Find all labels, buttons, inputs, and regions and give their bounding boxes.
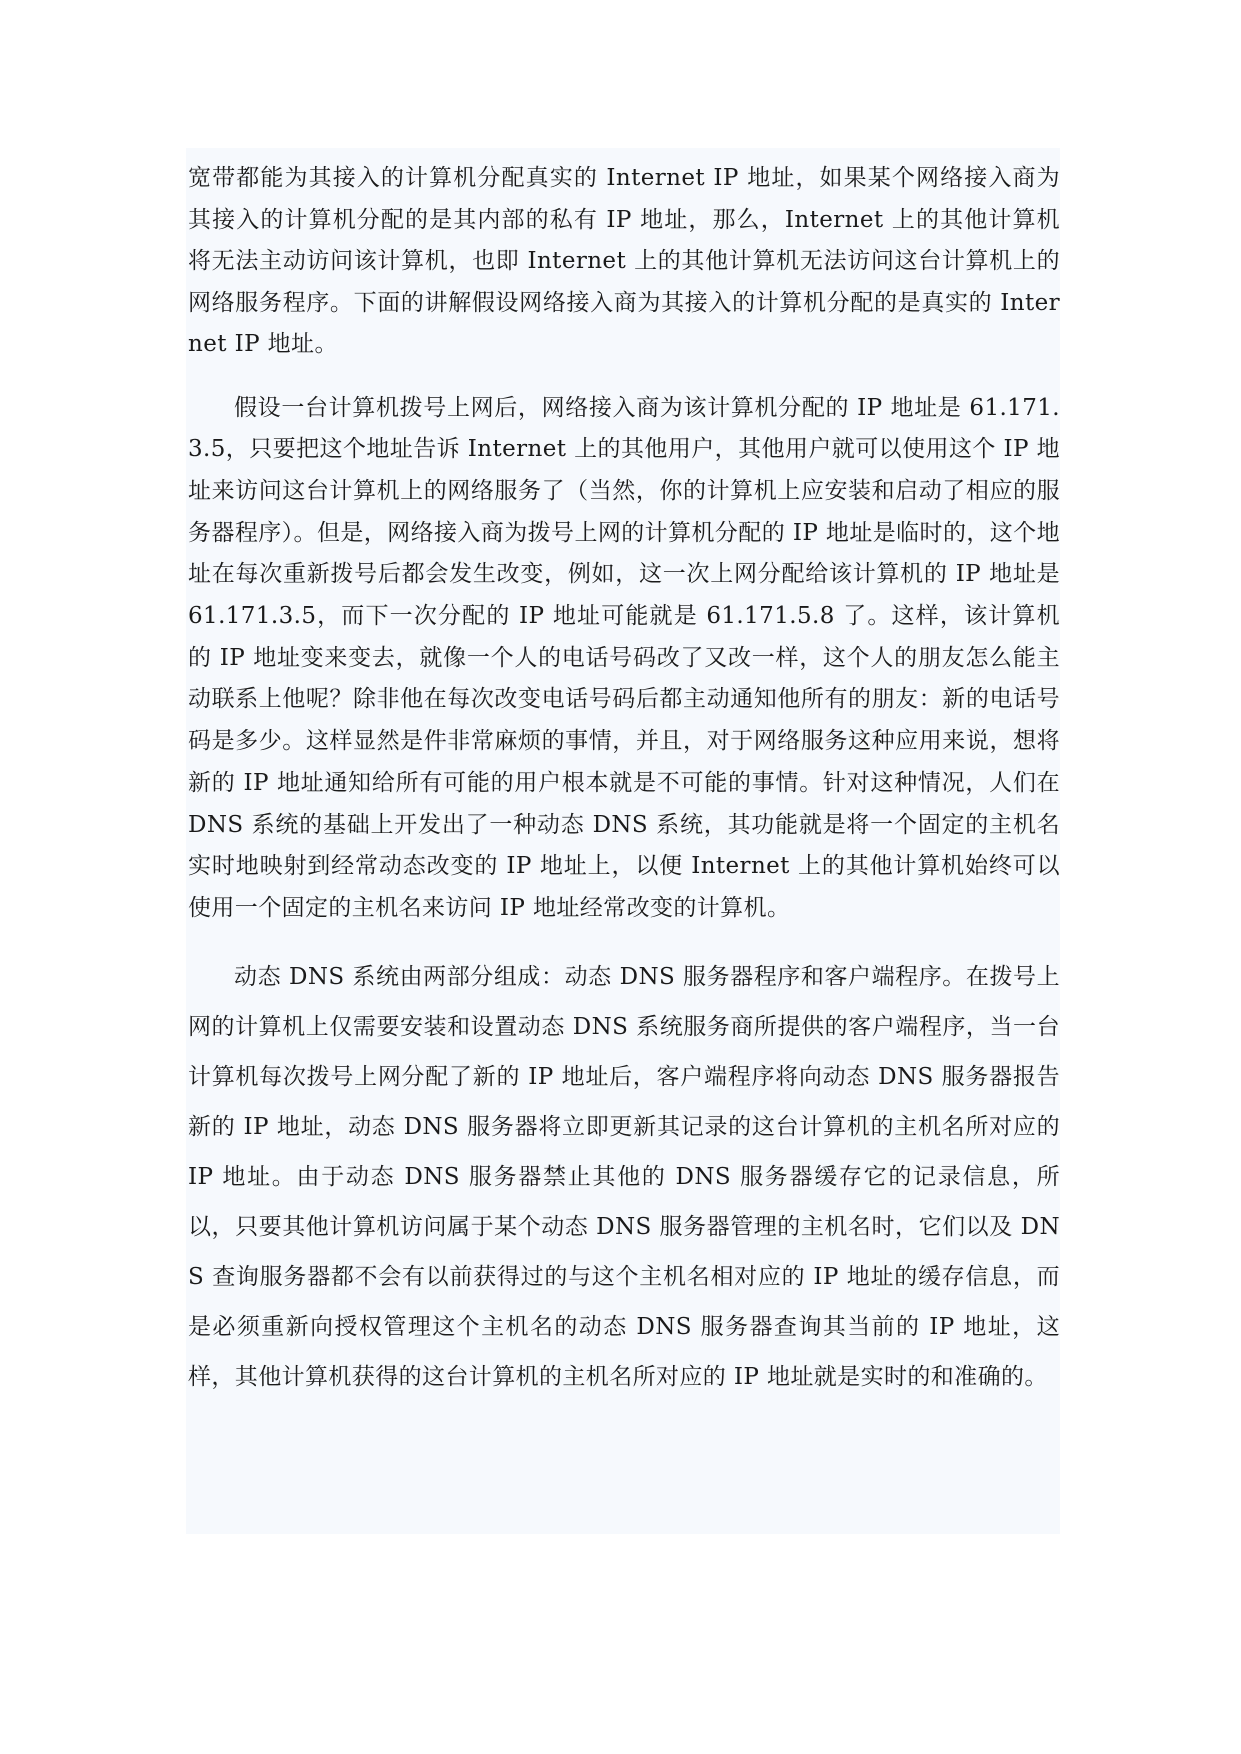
paragraph-3: 动态 DNS 系统由两部分组成：动态 DNS 服务器程序和客户端程序。在拨号上网的计算机上仅需要安装和设置动态 DNS 系统服务商所提供的客户端程序，当一台计算机每次拨号上网分配了新的 IP 地址后，客户端程序将向动态 DNS 服务器报告新的 IP 地址，动态 DNS 服务器将立即更新其记录的这台计算机的主机名所对应的 IP 地址。由于动态 DNS 服务器禁止其他的 DNS 服务器缓存它的记录信息，所以，只要其他计算机访问属于某个动态 DNS 服务器管理的主机名时，它们以及 DNS 查询服务器都不会有以前获得过的与这个主机名相对应的 IP 地址的缓存信息，而是必须重新向授权管理这个主机名的动态 DNS 服务器查询其当前的 IP 地址，这样，其他计算机获得的这台计算机的主机名所对应的 IP 地址就是实时的和准确的。: [188, 963, 1060, 1390]
paragraph-1: 宽带都能为其接入的计算机分配真实的 Internet IP 地址，如果某个网络接入商为其接入的计算机分配的是其内部的私有 IP 地址，那么，Internet 上的其他计算机将无法主动访问该计算机，也即 Internet 上的其他计算机无法访问这台计算机上的网络服务程序。下面的讲解假设网络接入商为其接入的计算机分配的是真实的 Internet IP 地址。: [188, 165, 1060, 357]
paragraph-2: 假设一台计算机拨号上网后，网络接入商为该计算机分配的 IP 地址是 61.171.3.5，只要把这个地址告诉 Internet 上的其他用户，其他用户就可以使用这个 IP 地址来访问这台计算机上的网络服务了（当然，你的计算机上应安装和启动了相应的服务器程序）。但是，网络接入商为拨号上网的计算机分配的 IP 地址是临时的，这个地址在每次重新拨号后都会发生改变，例如，这一次上网分配给该计算机的 IP 地址是 61.171.3.5，而下一次分配的 IP 地址可能就是 61.171.5.8 了。这样，该计算机的 IP 地址变来变去，就像一个人的电话号码改了又改一样，这个人的朋友怎么能主动联系上他呢？除非他在每次改变电话号码后都主动通知他所有的朋友：新的电话号码是多少。这样显然是件非常麻烦的事情，并且，对于网络服务这种应用来说，想将新的 IP 地址通知给所有可能的用户根本就是不可能的事情。针对这种情况，人们在 DNS 系统的基础上开发出了一种动态 DNS 系统，其功能就是将一个固定的主机名实时地映射到经常动态改变的 IP 地址上，以便 Internet 上的其他计算机始终可以使用一个固定的主机名来访问 IP 地址经常改变的计算机。: [188, 394, 1060, 921]
text-block: [186, 148, 1060, 1534]
